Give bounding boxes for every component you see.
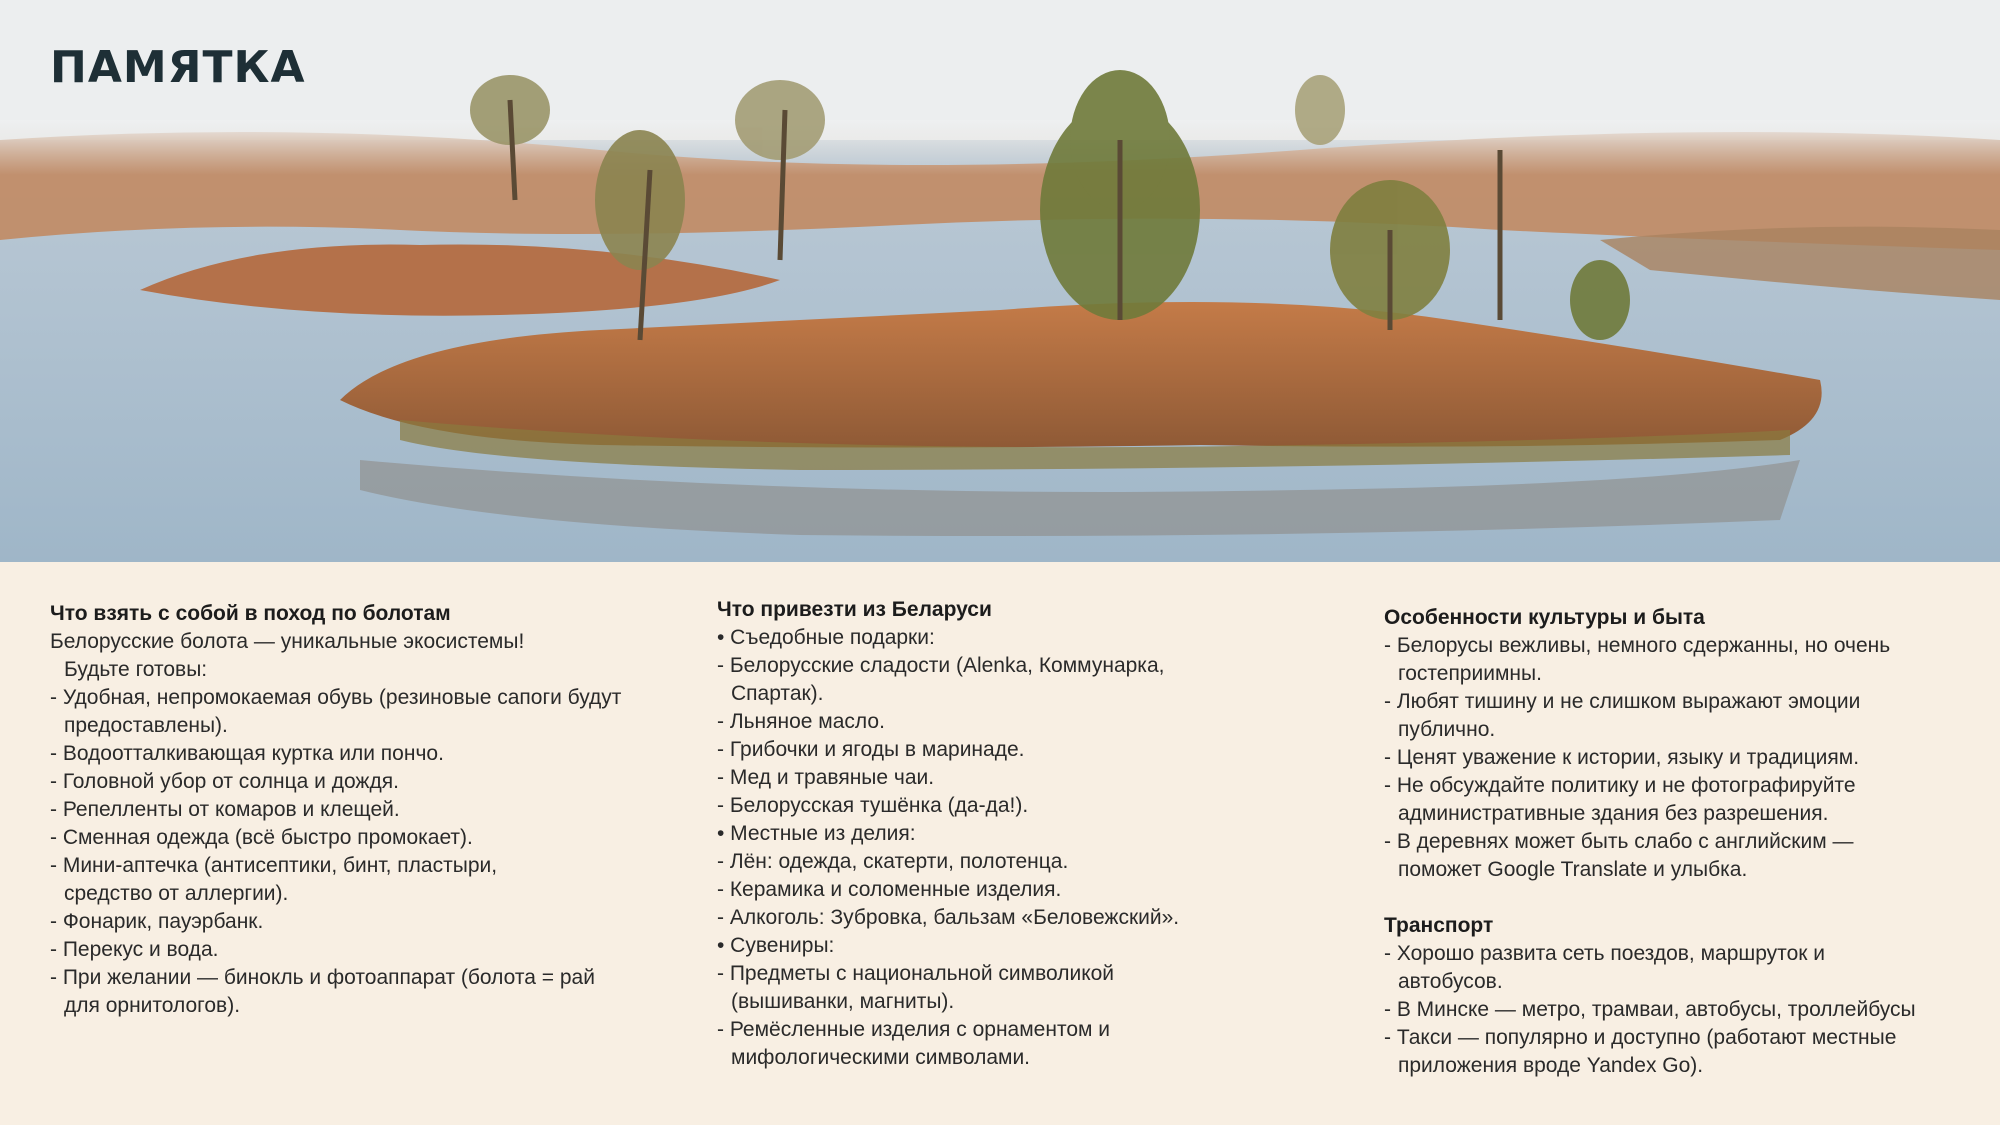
- list-item: - В Минске — метро, трамваи, автобусы, троллейбусы: [1384, 998, 1916, 1021]
- souvenirs-section: [717, 596, 1317, 1072]
- list-item: - Белорусские сладости (Alenka, Коммунарка, Спартак).: [717, 654, 1165, 705]
- list-item: - Фонарик, пауэрбанк.: [50, 910, 264, 933]
- list-item: - Удобная, непромокаемая обувь (резиновые сапоги будут предоставлены).: [50, 686, 622, 737]
- list-item: - При желании — бинокль и фотоаппарат (болота = рай для орнитологов).: [50, 966, 595, 1017]
- list-item: - Предметы с национальной символикой (вышиванки, магниты).: [717, 962, 1115, 1013]
- list-item: - Не обсуждайте политику и не фотографируйте административные здания без разрешения.: [1384, 774, 1856, 825]
- list-item: - Керамика и соломенные изделия.: [717, 878, 1062, 901]
- list-item: - Белорусы вежливы, немного сдержанны, но очень гостеприимны.: [1384, 634, 1891, 685]
- list-item: - Хорошо развита сеть поездов, маршруток и автобусов.: [1384, 942, 1825, 993]
- list-item: - Такси — популярно и доступно (работают местные приложения вроде Yandex Go).: [1384, 1026, 1897, 1077]
- list-item: - Мед и травяные чаи.: [717, 766, 935, 789]
- list-item: • Сувениры:: [717, 934, 835, 957]
- list-item: - Ценят уважение к истории, языку и традициям.: [1384, 746, 1860, 769]
- list-item: • Съедобные подарки:: [717, 626, 935, 649]
- culture-section: [1384, 604, 1984, 1080]
- section-heading: Что привезти из Беларуси: [717, 598, 992, 621]
- list-item: - В деревнях может быть слабо с английским — поможет Google Translate и улыбка.: [1384, 830, 1854, 881]
- intro-line: Белорусские болота — уникальные экосистемы!: [50, 630, 525, 653]
- list-item: - Мини-аптечка (антисептики, бинт, пластыри, средство от аллергии).: [50, 854, 498, 905]
- list-item: - Репелленты от комаров и клещей.: [50, 798, 400, 821]
- page-title: ПАМЯТКА: [50, 42, 306, 93]
- list-item: - Перекус и вода.: [50, 938, 219, 961]
- list-item: - Льняное масло.: [717, 710, 885, 733]
- section-heading: Особенности культуры и быта: [1384, 606, 1705, 629]
- list-item: - Любят тишину и не слишком выражают эмоции публично.: [1384, 690, 1861, 741]
- list-item: - Водоотталкивающая куртка или пончо.: [50, 742, 444, 765]
- list-item: - Лён: одежда, скатерти, полотенца.: [717, 850, 1069, 873]
- list-item: - Ремёсленные изделия с орнаментом и мифологическими символами.: [717, 1018, 1111, 1069]
- list-item: - Белорусская тушёнка (да-да!).: [717, 794, 1029, 817]
- intro-line: Будьте готовы:: [64, 658, 208, 681]
- hero-image: [0, 0, 2000, 562]
- list-item: - Алкоголь: Зубровка, бальзам «Беловежский».: [717, 906, 1180, 929]
- list-item: - Сменная одежда (всё быстро промокает).: [50, 826, 473, 849]
- spacer: [1384, 884, 1984, 912]
- list-item: • Местные из делия:: [717, 822, 916, 845]
- packing-list-section: [50, 600, 650, 1020]
- section-heading: Что взять с собой в поход по болотам: [50, 602, 451, 625]
- list-item: - Грибочки и ягоды в маринаде.: [717, 738, 1025, 761]
- section-heading-transport: Транспорт: [1384, 914, 1494, 937]
- list-item: - Головной убор от солнца и дождя.: [50, 770, 399, 793]
